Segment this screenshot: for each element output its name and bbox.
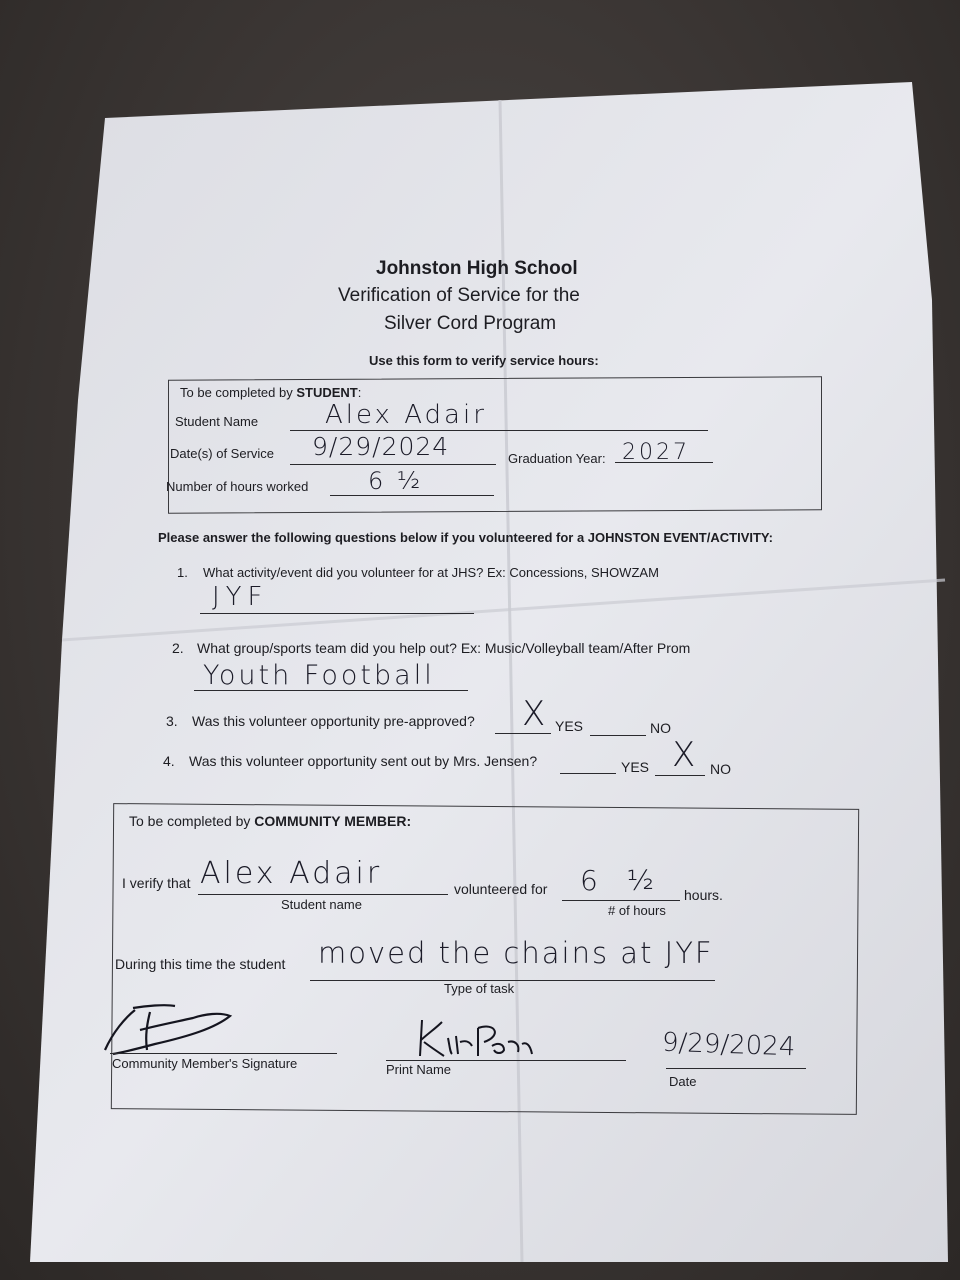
question-1-text: What activity/event did you volunteer for at JHS? Ex: Concessions, SHOWZAM [203,565,659,580]
q4-no-label: NO [710,761,731,777]
dates-field[interactable]: 9/29/2024 [312,432,450,461]
print-name-underline [386,1060,626,1061]
q4-yes-blank[interactable] [560,773,616,774]
hours-caption: # of hours [608,903,666,918]
q3-yes-checkmark[interactable]: X [522,694,549,734]
date-underline [666,1068,806,1069]
community-hours-underline [562,900,680,901]
task-field[interactable]: moved the chains at JYF [318,936,714,970]
hours-underline [330,495,494,496]
volunteered-for-label: volunteered for [454,881,548,897]
graduation-year-underline [615,462,713,463]
verify-student-underline [198,894,448,895]
hours-field[interactable]: 6 ½ [368,467,424,495]
q4-no-blank [655,775,705,776]
program-title: Silver Cord Program [384,313,557,334]
question-1-number: 1. [177,565,188,580]
community-hours-field[interactable]: 6 ½ [580,864,664,897]
answer-2-field[interactable]: Youth Football [203,660,435,691]
graduation-year-label: Graduation Year: [508,451,606,466]
date-caption: Date [669,1074,697,1089]
student-name-caption: Student name [281,897,362,912]
question-3-number: 3. [166,713,178,729]
community-section-heading: To be completed by COMMUNITY MEMBER: [129,813,412,829]
form-instruction: Use this form to verify service hours: [369,353,599,368]
verify-student-field[interactable]: Alex Adair [200,856,383,891]
question-3-text: Was this volunteer opportunity pre-approved? [192,713,475,729]
question-2-number: 2. [172,640,184,656]
student-name-underline [290,430,708,431]
answer-1-field[interactable]: JYF [212,582,269,612]
hours-suffix: hours. [684,887,723,903]
print-name-handwriting[interactable] [412,1008,542,1064]
task-caption: Type of task [444,981,515,996]
student-name-label: Student Name [175,414,259,429]
print-name-caption: Print Name [386,1062,452,1077]
signature-underline [110,1053,337,1054]
question-4-text: Was this volunteer opportunity sent out by Mrs. Jensen? [189,753,538,769]
q3-no-label: NO [650,720,671,736]
questions-intro: Please answer the following questions below if you volunteered for a JOHNSTON EVENT/ACTIVITY: [158,530,773,545]
hours-label: Number of hours worked [166,479,309,494]
graduation-year-field[interactable]: 2027 [622,440,690,465]
answer-2-underline [194,690,468,691]
student-name-field[interactable]: Alex Adair [325,400,487,430]
q3-no-blank[interactable] [590,735,646,736]
verify-label: I verify that [122,875,191,891]
during-label: During this time the student [115,956,286,972]
q4-yes-label: YES [621,759,650,775]
answer-1-underline [200,613,474,614]
student-section-heading: To be completed by STUDENT: [180,385,362,400]
form-subtitle: Verification of Service for the [338,285,580,306]
dates-label: Date(s) of Service [170,446,275,461]
question-2-text: What group/sports team did you help out? Ex: Music/Volleyball team/After Prom [197,640,691,656]
school-title: Johnston High School [376,258,578,279]
question-4-number: 4. [163,753,175,769]
community-date-field[interactable]: 9/29/2024 [661,1027,796,1063]
q4-no-checkmark[interactable]: X [672,735,699,775]
dates-underline [290,464,496,465]
signature-caption: Community Member's Signature [112,1056,298,1071]
q3-yes-label: YES [555,718,584,734]
